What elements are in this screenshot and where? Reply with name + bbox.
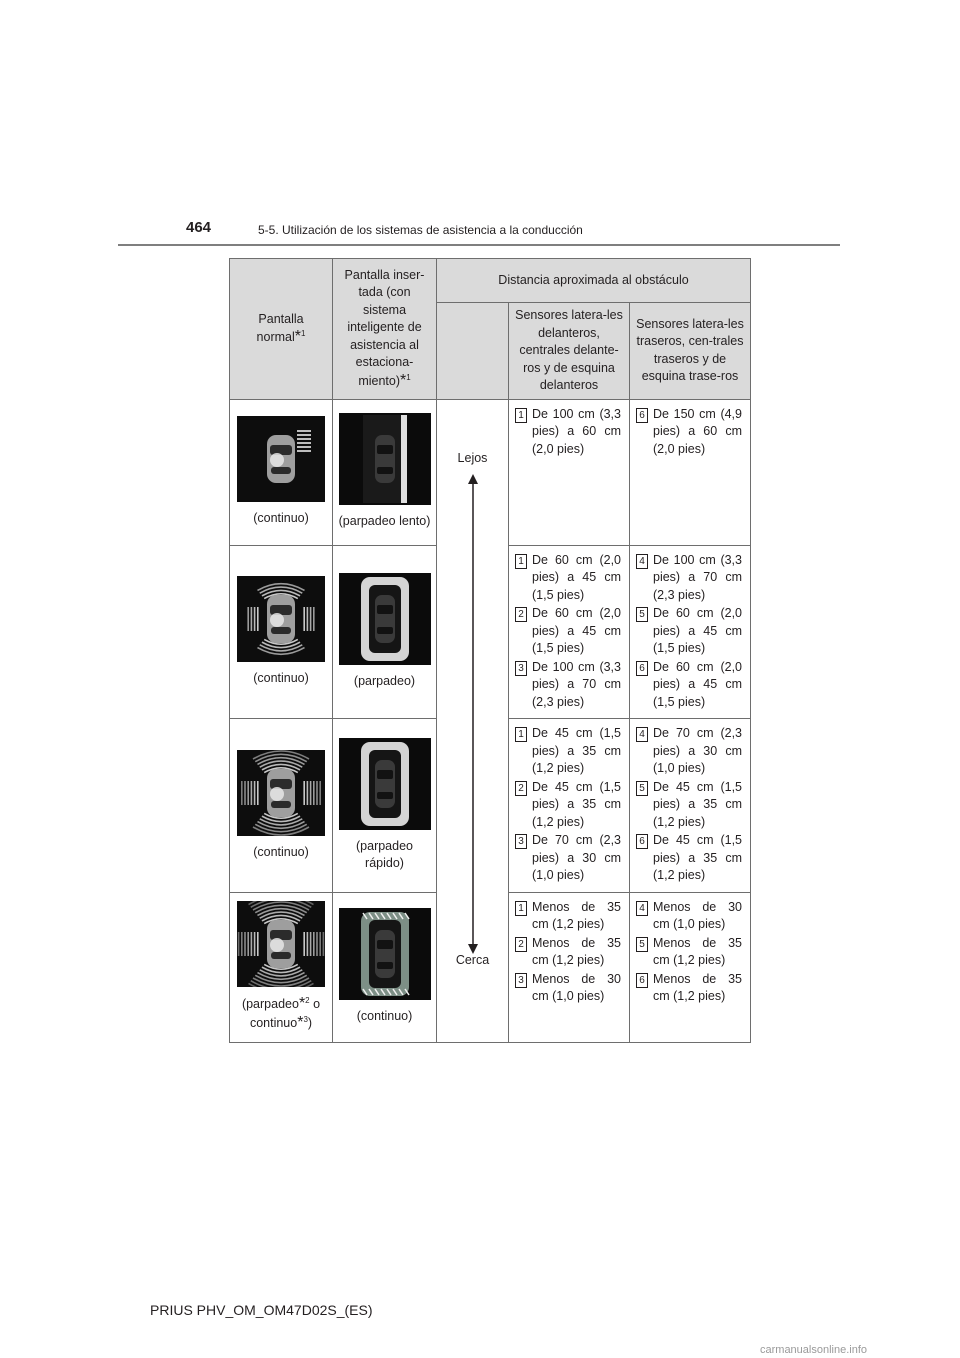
- inserted-display-screen: [339, 908, 431, 1000]
- header-rule: [118, 244, 840, 246]
- sensor-item: [636, 899, 742, 934]
- normal-display-screen: [237, 416, 325, 502]
- rear-sensors-cell: [630, 399, 751, 545]
- distance-arrow: [437, 400, 508, 1020]
- sensor-distance-text: De 60 cm (2,0 pies) a 45 cm (1,5 pies): [532, 606, 621, 655]
- rear-sensors-cell: [630, 719, 751, 893]
- normal-display-screen: [237, 901, 325, 987]
- sensor-item: [515, 935, 621, 970]
- sensor-distance-text: De 45 cm (1,5 pies) a 35 cm (1,2 pies): [532, 779, 621, 829]
- sensor-number: 3: [515, 834, 527, 849]
- inserted-display-cell: [333, 719, 437, 893]
- sensor-distance-text: De 60 cm (2,0 pies) a 45 cm (1,5 pies): [653, 606, 742, 655]
- sensor-distance-text: De 60 cm (2,0 pies) a 45 cm (1,5 pies): [532, 552, 621, 602]
- sensor-distance-text: De 150 cm (4,9 pies) a 60 cm (2,0 pies): [653, 406, 742, 456]
- sensor-item: [636, 935, 742, 970]
- normal-display-caption: (continuo): [253, 511, 309, 526]
- sensor-number: 2: [515, 937, 527, 952]
- inserted-display-caption: (parpadeo lento): [338, 514, 431, 529]
- sensor-item: [515, 899, 621, 934]
- sensor-item: [636, 406, 742, 459]
- header-normal-display: Pantalla normal*$^1$: [230, 259, 333, 400]
- sensor-distance-text: Menos de 35 cm (1,2 pies): [653, 935, 742, 967]
- sensor-number: 1: [515, 727, 527, 742]
- sensor-item: [636, 552, 742, 605]
- inserted-display-caption: (parpadeo): [353, 674, 416, 688]
- sensor-number: 5: [636, 781, 648, 796]
- sensor-distance-text: De 45 cm (1,5 pies) a 35 cm (1,2 pies): [653, 833, 742, 882]
- page-number: 464: [186, 219, 212, 236]
- sensor-distance-text: De 45 cm (1,5 pies) a 35 cm (1,2 pies): [532, 726, 621, 775]
- sensor-number: 1: [515, 408, 527, 423]
- sensor-item: [636, 725, 742, 778]
- label-near: Cerca: [455, 953, 490, 967]
- sensor-distance-text: De 70 cm (2,3 pies) a 30 cm (1,0 pies): [532, 833, 621, 882]
- sensor-number: 1: [515, 901, 527, 916]
- normal-display-caption: (parpadeo*$^2$ o continuo*$^3$): [241, 995, 321, 1032]
- header-inserted-display: Pantalla inser-tada (con sistema inteligente de asistencia al estaciona-miento)*$^1$: [333, 259, 437, 400]
- sensor-distance-text: Menos de 30 cm (1,0 pies): [532, 971, 621, 1003]
- sensor-distance-text: Menos de 35 cm (1,2 pies): [532, 899, 621, 931]
- footer-doc-code: PRIUS PHV_OM_OM47D02S_(ES): [150, 1302, 373, 1318]
- sensor-number: 5: [636, 937, 648, 952]
- sensor-distance-text: De 70 cm (2,3 pies) a 30 cm (1,0 pies): [653, 726, 742, 775]
- inserted-display-caption: (parpadeo rápido): [356, 838, 413, 871]
- sensor-distance-text: De 45 cm (1,5 pies) a 35 cm (1,2 pies): [653, 779, 742, 829]
- sensor-number: 6: [636, 661, 648, 676]
- header-rear-sensors: Sensores latera-les traseros, cen-trales traseros y de esquina trase-ros: [630, 303, 751, 400]
- sensor-item: [515, 779, 621, 832]
- inserted-display-cell: [333, 399, 437, 545]
- distance-arrow-cell: [437, 399, 509, 1042]
- front-sensors-cell: [509, 399, 630, 545]
- sensor-item: [636, 605, 742, 658]
- section-title: 5-5. Utilización de los sistemas de asistencia a la conducción: [258, 223, 583, 237]
- front-sensors-cell: [509, 719, 630, 893]
- label-far: Lejos: [457, 450, 488, 465]
- rear-sensors-cell: [630, 892, 751, 1042]
- sensor-distance-text: De 100 cm (3,3 pies) a 70 cm (2,3 pies): [532, 659, 621, 709]
- inserted-display-cell: [333, 892, 437, 1042]
- inserted-display-screen: [339, 738, 431, 830]
- sensor-distance-text: De 100 cm (3,3 pies) a 70 cm (2,3 pies): [653, 552, 742, 602]
- sensor-distance-text: Menos de 35 cm (1,2 pies): [653, 971, 742, 1003]
- inserted-display-screen: [339, 413, 431, 505]
- sensor-number: 6: [636, 834, 648, 849]
- sensor-item: [636, 971, 742, 1006]
- front-sensors-cell: [509, 892, 630, 1042]
- front-sensors-cell: [509, 545, 630, 719]
- inserted-display-screen: [339, 573, 431, 665]
- normal-display-cell: [230, 892, 333, 1042]
- sensor-distance-text: Menos de 30 cm (1,0 pies): [653, 899, 742, 931]
- sensor-item: [636, 832, 742, 885]
- header-distance-blank: [437, 303, 509, 400]
- watermark: carmanualsonline.info: [760, 1344, 868, 1356]
- rear-sensors-cell: [630, 545, 751, 719]
- sensor-number: 2: [515, 781, 527, 796]
- sensor-item: [636, 779, 742, 832]
- normal-display-screen: [237, 576, 325, 662]
- sensor-item: [515, 605, 621, 658]
- normal-display-cell: [230, 399, 333, 545]
- normal-display-screen: [237, 750, 325, 836]
- normal-display-cell: [230, 719, 333, 893]
- sensor-number: 4: [636, 727, 648, 742]
- sensor-distance-text: De 60 cm (2,0 pies) a 45 cm (1,5 pies): [653, 659, 742, 709]
- inserted-display-cell: [333, 545, 437, 719]
- sensor-number: 5: [636, 607, 648, 622]
- sensor-item: [515, 832, 621, 885]
- normal-display-caption: (continuo): [253, 844, 309, 859]
- sensor-item: [515, 971, 621, 1006]
- distance-table: [229, 258, 751, 1043]
- inserted-display-caption: (continuo): [356, 1009, 413, 1024]
- sensor-item: [636, 659, 742, 712]
- sensor-distance-text: Menos de 35 cm (1,2 pies): [532, 935, 621, 967]
- sensor-number: 6: [636, 408, 648, 423]
- table-row: [230, 399, 751, 545]
- header-front-sensors: Sensores latera-les delanteros, centrales delante-ros y de esquina delanteros: [509, 303, 630, 400]
- sensor-number: 4: [636, 901, 648, 916]
- sensor-item: [515, 659, 621, 712]
- header-distance: Distancia aproximada al obstáculo: [437, 259, 751, 303]
- sensor-number: 2: [515, 607, 527, 622]
- sensor-item: [515, 725, 621, 778]
- normal-display-cell: [230, 545, 333, 719]
- normal-display-caption: (continuo): [253, 671, 309, 685]
- sensor-number: 1: [515, 554, 527, 569]
- sensor-number: 6: [636, 973, 648, 988]
- sensor-item: [515, 406, 621, 459]
- sensor-item: [515, 552, 621, 605]
- sensor-distance-text: De 100 cm (3,3 pies) a 60 cm (2,0 pies): [532, 406, 621, 456]
- sensor-number: 3: [515, 661, 527, 676]
- sensor-number: 3: [515, 973, 527, 988]
- sensor-number: 4: [636, 554, 648, 569]
